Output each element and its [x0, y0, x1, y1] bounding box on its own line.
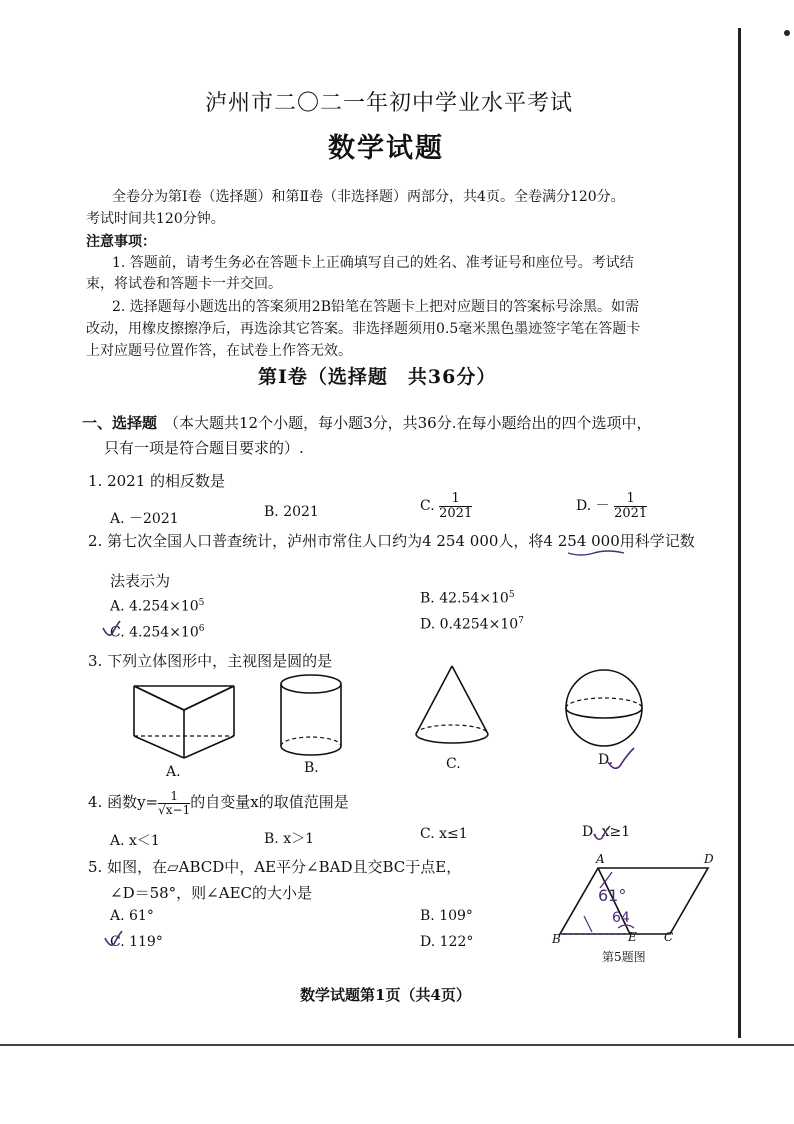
q3-option-a: A. [166, 764, 181, 780]
q4-fraction-numerator: 1 [158, 790, 190, 804]
q1-option-a: A. －2021 [110, 511, 179, 527]
notice-2-line-3: 上对应题号位置作答，在试卷上作答无效。 [86, 343, 352, 359]
q3-d-checkmark [606, 746, 636, 772]
exam-subtitle: 数学试题 [328, 133, 444, 164]
q1-option-b: B. 2021 [264, 504, 319, 520]
q4-stem-suffix: 的自变量x的取值范围是 [190, 793, 349, 812]
part-description-line-2: 只有一项是符合题目要求的）. [104, 439, 304, 457]
q3-option-d: D. [598, 752, 614, 768]
q1-option-d-label: D. － [576, 498, 610, 515]
q4-option-c: C. x≤1 [420, 826, 468, 842]
q4-stem-prefix: 4. 函数y= [88, 793, 159, 812]
q2-option-b-exp: 5 [508, 590, 515, 600]
q5-option-d: D. 122° [420, 934, 474, 950]
q2-option-d-exp: 7 [518, 616, 524, 626]
notice-1-line-1: 1. 答题前，请考生务必在答题卡上正确填写自己的姓名、准考证号和座位号。考试结 [112, 255, 634, 271]
part-description-line-1: （本大题共12个小题，每小题3分，共36分.在每小题给出的四个选项中， [164, 414, 652, 432]
q4-fraction [158, 790, 190, 816]
q3-option-b: B. [304, 760, 319, 776]
q2-option-a-exp: 5 [198, 598, 205, 608]
notice-2-line-1: 2. 选择题每小题选出的答案须用2B铅笔在答题卡上把对应题目的答案标号涂黑。如需 [112, 299, 640, 315]
q5-label-a: A [596, 852, 605, 866]
q5-label-d: D [704, 852, 714, 866]
part-label: 一、选择题 [82, 414, 158, 432]
q1-option-c-fraction [439, 492, 472, 520]
q5-handwritten-angle-1: 61° [598, 886, 627, 905]
q5-label-e: E [628, 930, 637, 944]
q1-option-c [420, 492, 472, 520]
q1-d-denominator: 2021 [614, 505, 648, 521]
notice-1-line-2: 束，将试卷和答题卡一并交回。 [86, 276, 282, 292]
q2-option-d-text: D. 0.4254×10 [420, 616, 519, 633]
notice-2-line-2: 改动，用橡皮擦擦净后，再选涂其它答案。非选择题须用0.5毫米黑色墨迹签字笔在答题卡 [86, 321, 641, 337]
q2-handwritten-underline [566, 548, 626, 558]
q4-option-b: B. x＞1 [264, 831, 314, 847]
q4-d-checkmark [592, 824, 612, 844]
q3-cone-figure [412, 662, 492, 752]
q2-stem-line-2: 法表示为 [110, 572, 171, 590]
q2-option-c [110, 624, 204, 641]
q3-sphere-figure [562, 666, 646, 750]
q1-c-numerator: 1 [439, 492, 472, 507]
q5-label-b: B [552, 932, 561, 946]
q5-handwritten-angle-2: 64 [612, 910, 630, 926]
q5-label-c: C [664, 930, 674, 944]
q4-stem [88, 790, 349, 816]
intro-line-1: 全卷分为第Ⅰ卷（选择题）和第Ⅱ卷（非选择题）两部分，共4页。全卷满分120分。 [112, 189, 625, 205]
q2-c-checkmark [100, 618, 122, 640]
section-heading: 第Ⅰ卷（选择题 共36分） [258, 366, 497, 388]
page-footer: 数学试题第1页（共4页） [300, 986, 471, 1004]
q1-stem: 1. 2021 的相反数是 [88, 472, 226, 490]
q3-stem: 3. 下列立体图形中，主视图是圆的是 [88, 652, 333, 670]
q5-option-b: B. 109° [420, 908, 473, 924]
q2-stem-line-1: 2. 第七次全国人口普查统计，泸州市常住人口约为4 254 000人，将4 254 000用科学记数 [88, 532, 695, 550]
q1-d-numerator: 1 [614, 492, 647, 507]
q2-option-c-exp: 6 [198, 624, 205, 634]
q2-option-a-text: A. 4.254×10 [110, 598, 199, 615]
q2-option-c-text: C. 4.254×10 [110, 624, 199, 641]
q1-c-denominator: 2021 [439, 505, 473, 521]
page-binding-edge [738, 28, 741, 1038]
scan-dot [784, 30, 790, 36]
q5-c-checkmark [102, 928, 124, 950]
q1-option-c-label: C. [420, 498, 435, 515]
q5-figure-caption: 第5题图 [602, 950, 646, 964]
q1-option-d-fraction [614, 492, 647, 520]
q4-option-d: D. x≥1 [582, 824, 631, 840]
q2-option-b [420, 590, 515, 607]
q3-prism-figure [130, 682, 240, 762]
q5-option-a: A. 61° [110, 908, 154, 924]
q4-fraction-denominator: √x−1 [158, 802, 191, 817]
q3-option-c: C. [446, 756, 461, 772]
q2-option-a [110, 598, 204, 615]
exam-title: 泸州市二〇二一年初中学业水平考试 [205, 91, 574, 116]
q1-option-d [576, 492, 647, 520]
q5-stem-line-2: ∠D＝58°，则∠AEC的大小是 [110, 884, 313, 902]
q2-option-b-text: B. 42.54×10 [420, 590, 509, 607]
q5-option-c: C. 119° [110, 934, 163, 950]
q2-option-d [420, 616, 524, 633]
q4-option-a: A. x＜1 [110, 833, 160, 849]
q5-stem-line-1: 5. 如图，在▱ABCD中，AE平分∠BAD且交BC于点E， [88, 858, 462, 876]
intro-line-2: 考试时间共120分钟。 [86, 211, 225, 227]
q3-cylinder-figure [276, 672, 346, 762]
notice-heading: 注意事项： [86, 234, 156, 250]
page-bottom-edge [0, 1044, 794, 1046]
q5-parallelogram-figure [556, 858, 726, 944]
